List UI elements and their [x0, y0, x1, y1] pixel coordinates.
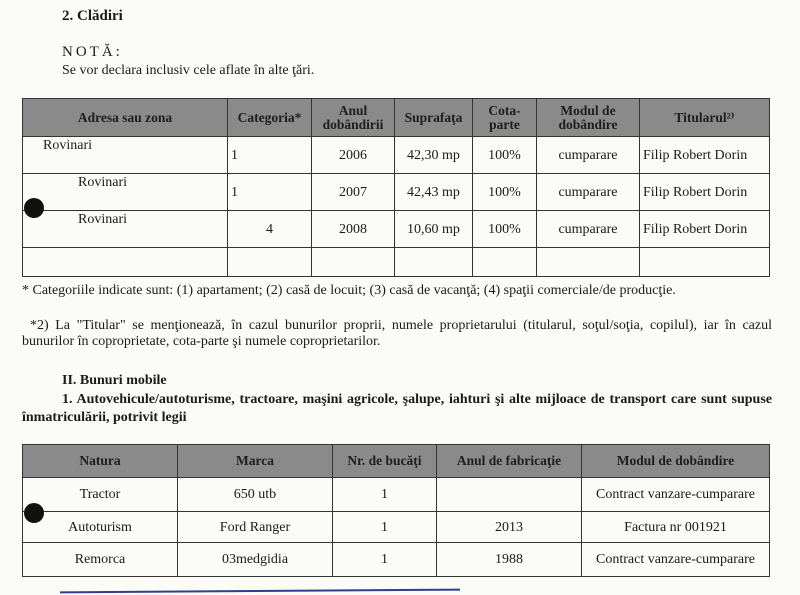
cell-nr: 1: [333, 478, 437, 512]
cell-titular: Filip Robert Dorin: [640, 211, 770, 248]
cell-cota: 100%: [473, 137, 537, 174]
cell-titular: Filip Robert Dorin: [640, 174, 770, 211]
header-nr-bucati: Nr. de bucăţi: [333, 445, 437, 478]
cell-suprafata: 42,30 mp: [395, 137, 473, 174]
cell-adresa: Rovinari: [23, 174, 228, 211]
section-title: 2. Clădiri: [62, 8, 123, 24]
table-row: [23, 137, 770, 174]
cell-modul: cumparare: [537, 174, 640, 211]
buildings-table: [22, 98, 770, 277]
buildings-header-row: [23, 99, 770, 137]
cell-modul: Factura nr 001921: [582, 512, 770, 543]
nota-label: NOTĂ:: [62, 44, 123, 60]
table-row: [23, 478, 770, 512]
vehicles-header-row: [23, 445, 770, 478]
cell-categoria: 4: [228, 211, 312, 248]
cell-nr: 1: [333, 543, 437, 577]
vehicles-table: [22, 444, 770, 577]
cell-anul: [437, 478, 582, 512]
cell-marca: Ford Ranger: [178, 512, 333, 543]
header-modul-dobandire: Modul de dobândire: [582, 445, 770, 478]
table-row: [23, 543, 770, 577]
cell-anul: 2013: [437, 512, 582, 543]
table-row: [23, 174, 770, 211]
bunuri-mobile-heading: II. Bunuri mobile: [62, 373, 167, 388]
cell-anul: 2007: [312, 174, 395, 211]
header-marca: Marca: [178, 445, 333, 478]
cell-suprafata: 42,43 mp: [395, 174, 473, 211]
header-anul: Anul dobândirii: [312, 99, 395, 137]
cell-natura: Tractor: [23, 478, 178, 512]
header-modul: Modul de dobândire: [537, 99, 640, 137]
header-natura: Natura: [23, 445, 178, 478]
table-row-empty: [23, 248, 770, 277]
cell-adresa: Rovinari: [23, 211, 228, 248]
header-anul-fabricatie: Anul de fabricaţie: [437, 445, 582, 478]
footnote-categorii: * Categoriile indicate sunt: (1) apartament; (2) casă de locuit; (3) casă de vacanţă; (4) spaţii comerciale/de producţie.: [22, 283, 676, 298]
header-adresa: Adresa sau zona: [23, 99, 228, 137]
cell-nr: 1: [333, 512, 437, 543]
cell-modul: Contract vanzare-cumparare: [582, 478, 770, 512]
cell-categoria: 1: [228, 137, 312, 174]
cell-anul: 2006: [312, 137, 395, 174]
hole-punch-mark: [24, 198, 44, 218]
cell-cota: 100%: [473, 211, 537, 248]
cell-natura: Autoturism: [23, 512, 178, 543]
table-row: [23, 512, 770, 543]
cell-adresa: Rovinari: [23, 137, 228, 174]
header-categoria: Categoria*: [228, 99, 312, 137]
footnote-titular: *2) La "Titular" se menţionează, în cazul bunurilor proprii, numele proprietarului (titularul, soţul/soţia, copilul), iar în cazul bunurilor în coproprietate, cota-parte şi numele coproprietarilor.: [22, 318, 772, 349]
cell-categoria: 1: [228, 174, 312, 211]
table-row: [23, 211, 770, 248]
cell-anul: 1988: [437, 543, 582, 577]
cell-modul: cumparare: [537, 211, 640, 248]
cell-marca: 650 utb: [178, 478, 333, 512]
cell-marca: 03medgidia: [178, 543, 333, 577]
cell-suprafata: 10,60 mp: [395, 211, 473, 248]
cell-cota: 100%: [473, 174, 537, 211]
cell-titular: Filip Robert Dorin: [640, 137, 770, 174]
header-titular: Titularul²⁾: [640, 99, 770, 137]
nota-text: Se vor declara inclusiv cele aflate în alte ţări.: [62, 63, 315, 78]
cell-anul: 2008: [312, 211, 395, 248]
header-cota: Cota-parte: [473, 99, 537, 137]
header-suprafata: Suprafaţa: [395, 99, 473, 137]
bunuri-mobile-subheading: 1. Autovehicule/autoturisme, tractoare, maşini agricole, şalupe, iahturi şi alte mijloace de transport care sunt supuse înmatriculării, potrivit legii: [22, 392, 772, 425]
hole-punch-mark: [24, 503, 44, 523]
cell-modul: cumparare: [537, 137, 640, 174]
cell-natura: Remorca: [23, 543, 178, 577]
pen-stroke: [60, 589, 460, 594]
cell-modul: Contract vanzare-cumparare: [582, 543, 770, 577]
